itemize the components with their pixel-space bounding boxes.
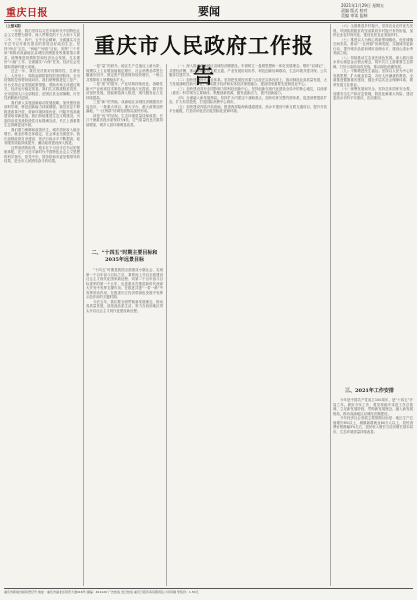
- paragraph: （五）加快建设内陆开放高地。推进西部陆海新通道建设，高水平建设中新互联互通项目，提升开放平台能级，打造市场化法治化国际化营商环境。: [169, 104, 327, 113]
- paragraph: （九）不断增进民生福祉。坚持以人民为中心的发展思想，扩大就业容量，办好人民满意的教育，全面推进健康重庆建设，健全多层次社会保障体系，繁荣发展文化事业。: [333, 69, 413, 87]
- issue-info-line: 责编 版式 校对: [341, 8, 368, 13]
- article-column-1: [4, 24, 80, 586]
- kicker: （上接1版）: [4, 24, 24, 28]
- masthead-rule-thin: [4, 22, 413, 23]
- article-column-3: [169, 64, 327, 586]
- masthead-rule: [4, 20, 413, 21]
- issue-info: [341, 3, 411, 18]
- paragraph: （一）深入推进成渝地区双城经济圈建设。牢固树立一盘棋思想和一体化发展理念，唱好“双城记”，共建经济圈，推动基础设施互联互通、产业发展协同协作、科技创新协调联动、生态环境共建共保、公共服务共建共享。: [169, 64, 327, 77]
- column-divider: [330, 24, 331, 586]
- masthead: [4, 2, 413, 20]
- paragraph: （六）全面推进乡村振兴。坚持农业农村优先发展，巩固拓展脱贫攻坚成果同乡村振兴有效衔接，加快农业农村现代化，建设宜居宜业美丽乡村。: [333, 24, 413, 37]
- paragraph: 这些成绩的取得，根本在于习近平总书记的领航掌舵，在于习近平新时代中国特色社会主义思想的科学指引，是党中央、国务院和市委坚强领导的结果，是全市人民团结奋斗的结果。: [4, 145, 80, 163]
- section-subhead: 三、2021年工作安排: [345, 388, 394, 394]
- paragraph: （三）加快建设具有全国影响力的科技创新中心。坚持创新在现代化建设全局中的核心地位，以西部（重庆）科学城为主要载体，集聚创新资源，激发创新活力，提升创新能力。: [169, 86, 327, 95]
- footer-info: 重庆市新闻出版局登记号 地址：重庆市渝北区同茂大道416号 邮编：401120 广告热线 发行热线 重庆日报印务有限责任公司印刷 零售价：1.50元: [4, 590, 199, 594]
- column-divider: [83, 24, 84, 586]
- headline: 重庆市人民政府工作报告: [94, 33, 314, 88]
- section-subhead: 二、“十四五”时期主要目标和2035年远景目标: [91, 250, 158, 263]
- paragraph: （二）加快建设现代产业体系。坚持把发展经济着力点放在实体经济上，推动制造业高质量发展，大力发展战略性新兴产业，推动数字经济和实体经济深度融合，建设国家重要先进制造业中心。: [169, 77, 327, 86]
- newspaper-logo: 重庆日报: [6, 8, 48, 19]
- paragraph: （十）统筹发展和安全。坚持总体国家安全观，加强安全生产和应急管理，防范化解重大风险，建设更高水平的平安重庆、法治重庆。: [333, 87, 413, 100]
- article-column-2b: [86, 268, 163, 586]
- paragraph: 我们着力保障和改善民生，城乡居民收入稳步增长，就业形势总体稳定，社会事业全面进步。我们加强政府自身建设，依法行政水平不断提高，政务服务效能持续提升，廉洁政府建设深入推进。: [4, 127, 80, 145]
- paragraph: 今后五年，我们要全面贯彻新发展理念，推动高质量发展，创造高品质生活，努力在西部地区带头开启社会主义现代化建设新征程。: [86, 299, 163, 313]
- paragraph: 今年经济社会发展主要预期目标是：地区生产总值增长6%以上，城镇新增就业60万人以上，居民消费价格涨幅3%左右，居民收入增长与经济增长基本同步，生态环境质量持续改善。: [333, 416, 413, 434]
- footer-rule: [4, 588, 413, 589]
- paragraph: （七）推进以人为核心的新型城镇化。优化城镇空间布局，推动“一区两群”协调发展，实施城市更新行动，提升城市品质和城市治理水平，建设山清水秀美丽之地。: [333, 37, 413, 55]
- paragraph: 一是“量”的跃升。地区生产总值迈上新台阶，规模以上工业增加值稳定增长，社会消费品零售总额逐步回升，固定资产投资保持较快增长，一般公共预算收入规模稳步扩大。: [86, 64, 163, 82]
- paragraph: 三是“新”的突破。成渝地区双城经济圈建设开局良好，一批重大项目、重大平台、重大政策加快落地，“一区两群”协调发展格局加快形成。: [86, 100, 163, 113]
- column-divider: [166, 64, 167, 586]
- article-column-4: [333, 24, 413, 382]
- paragraph: 二是“质”的提升。产业结构持续优化，战略性新兴产业和高技术制造业增加值占比提高，数字经济加快发展，智能制造深入推进，现代服务业占比持续提高。: [86, 82, 163, 100]
- paragraph: 四是“优”的呈现。生态环境质量持续改善，长江干流重庆段水质保持为Ⅱ类，空气质量优良天数持续增加，城乡人居环境明显改善。: [86, 113, 163, 127]
- section-title: 要闻: [198, 5, 220, 18]
- paragraph: 过去一年，我们坚决抓好疫情防控，生命至上，人民至上，构筑起群防群控的坚固防线，全市疫情防控形势持续向好。我们统筹推进复工复产，出台支持企业发展政策措施，帮助市场主体渡过难关，经济运行稳定恢复。我们扎实推进脱贫攻坚，全市贫困人口全部脱贫，贫困区县全部摘帽，历史性消除绝对贫困。: [4, 69, 80, 100]
- issue-info-line: 2021年1月29日 星期五: [341, 3, 385, 8]
- paragraph: “十四五”时期是我国全面建成小康社会、实现第一个百年奋斗目标之后，乘势而上开启全面建设社会主义现代化国家新征程、向第二个百年奋斗目标进军的第一个五年，也是重庆在推进新时代西部大开发中发挥支撑作用、在推进共建“一带一路”中发挥带动作用、在推进长江经济带绿色发展中发挥示范作用的关键时期。: [86, 268, 163, 299]
- paragraph: （八）持续推动生态优先绿色发展。深入践行绿水青山就是金山银山理念，筑牢长江上游重要生态屏障，打好污染防治攻坚战，推动绿色低碳发展。: [333, 55, 413, 69]
- paragraph: 一年来，我们坚持以习近平新时代中国特色社会主义思想为指导，深入贯彻党的十九大和十九届二中、三中、四中、五中全会精神，全面落实习近平总书记对重庆提出的营造良好政治生态，坚持“两点”定位、“两地”“两高”目标，发挥“三个作用”和推动成渝地区双城经济圈建设等重要指示要求，统筹推进疫情防控和经济社会发展，扎实做好“六稳”工作、全面落实“六保”任务，经济社会发展取得新的重大成就。: [4, 28, 80, 69]
- issue-info-line: 美编 审读 监制: [341, 13, 368, 18]
- paragraph: 我们深入实施创新驱动发展战略，加快建设西部科学城，科技创新能力持续增强。我们坚定不移推进改革开放，营商环境持续优化，内陆开放高地建设取得新进展。我们持续推进生态文明建设，污染防治攻坚战阶段性目标圆满完成，长江上游重要生态屏障更加牢固。: [4, 100, 80, 127]
- paragraph: 今年是中国共产党成立100周年，是“十四五”开局之年。做好今年工作，要坚持稳中求进工作总基调，立足新发展阶段，贯彻新发展理念，融入新发展格局，推动成渝地区双城经济圈建设。: [333, 398, 413, 416]
- paragraph: （四）全面融入新发展格局。坚持扩大内需这个战略基点，加快培育完整内需体系，促进消费提质扩容，扩大有效投资，打造国际消费中心城市。: [169, 95, 327, 104]
- article-column-4b: [333, 398, 413, 586]
- article-column-2: [86, 64, 163, 244]
